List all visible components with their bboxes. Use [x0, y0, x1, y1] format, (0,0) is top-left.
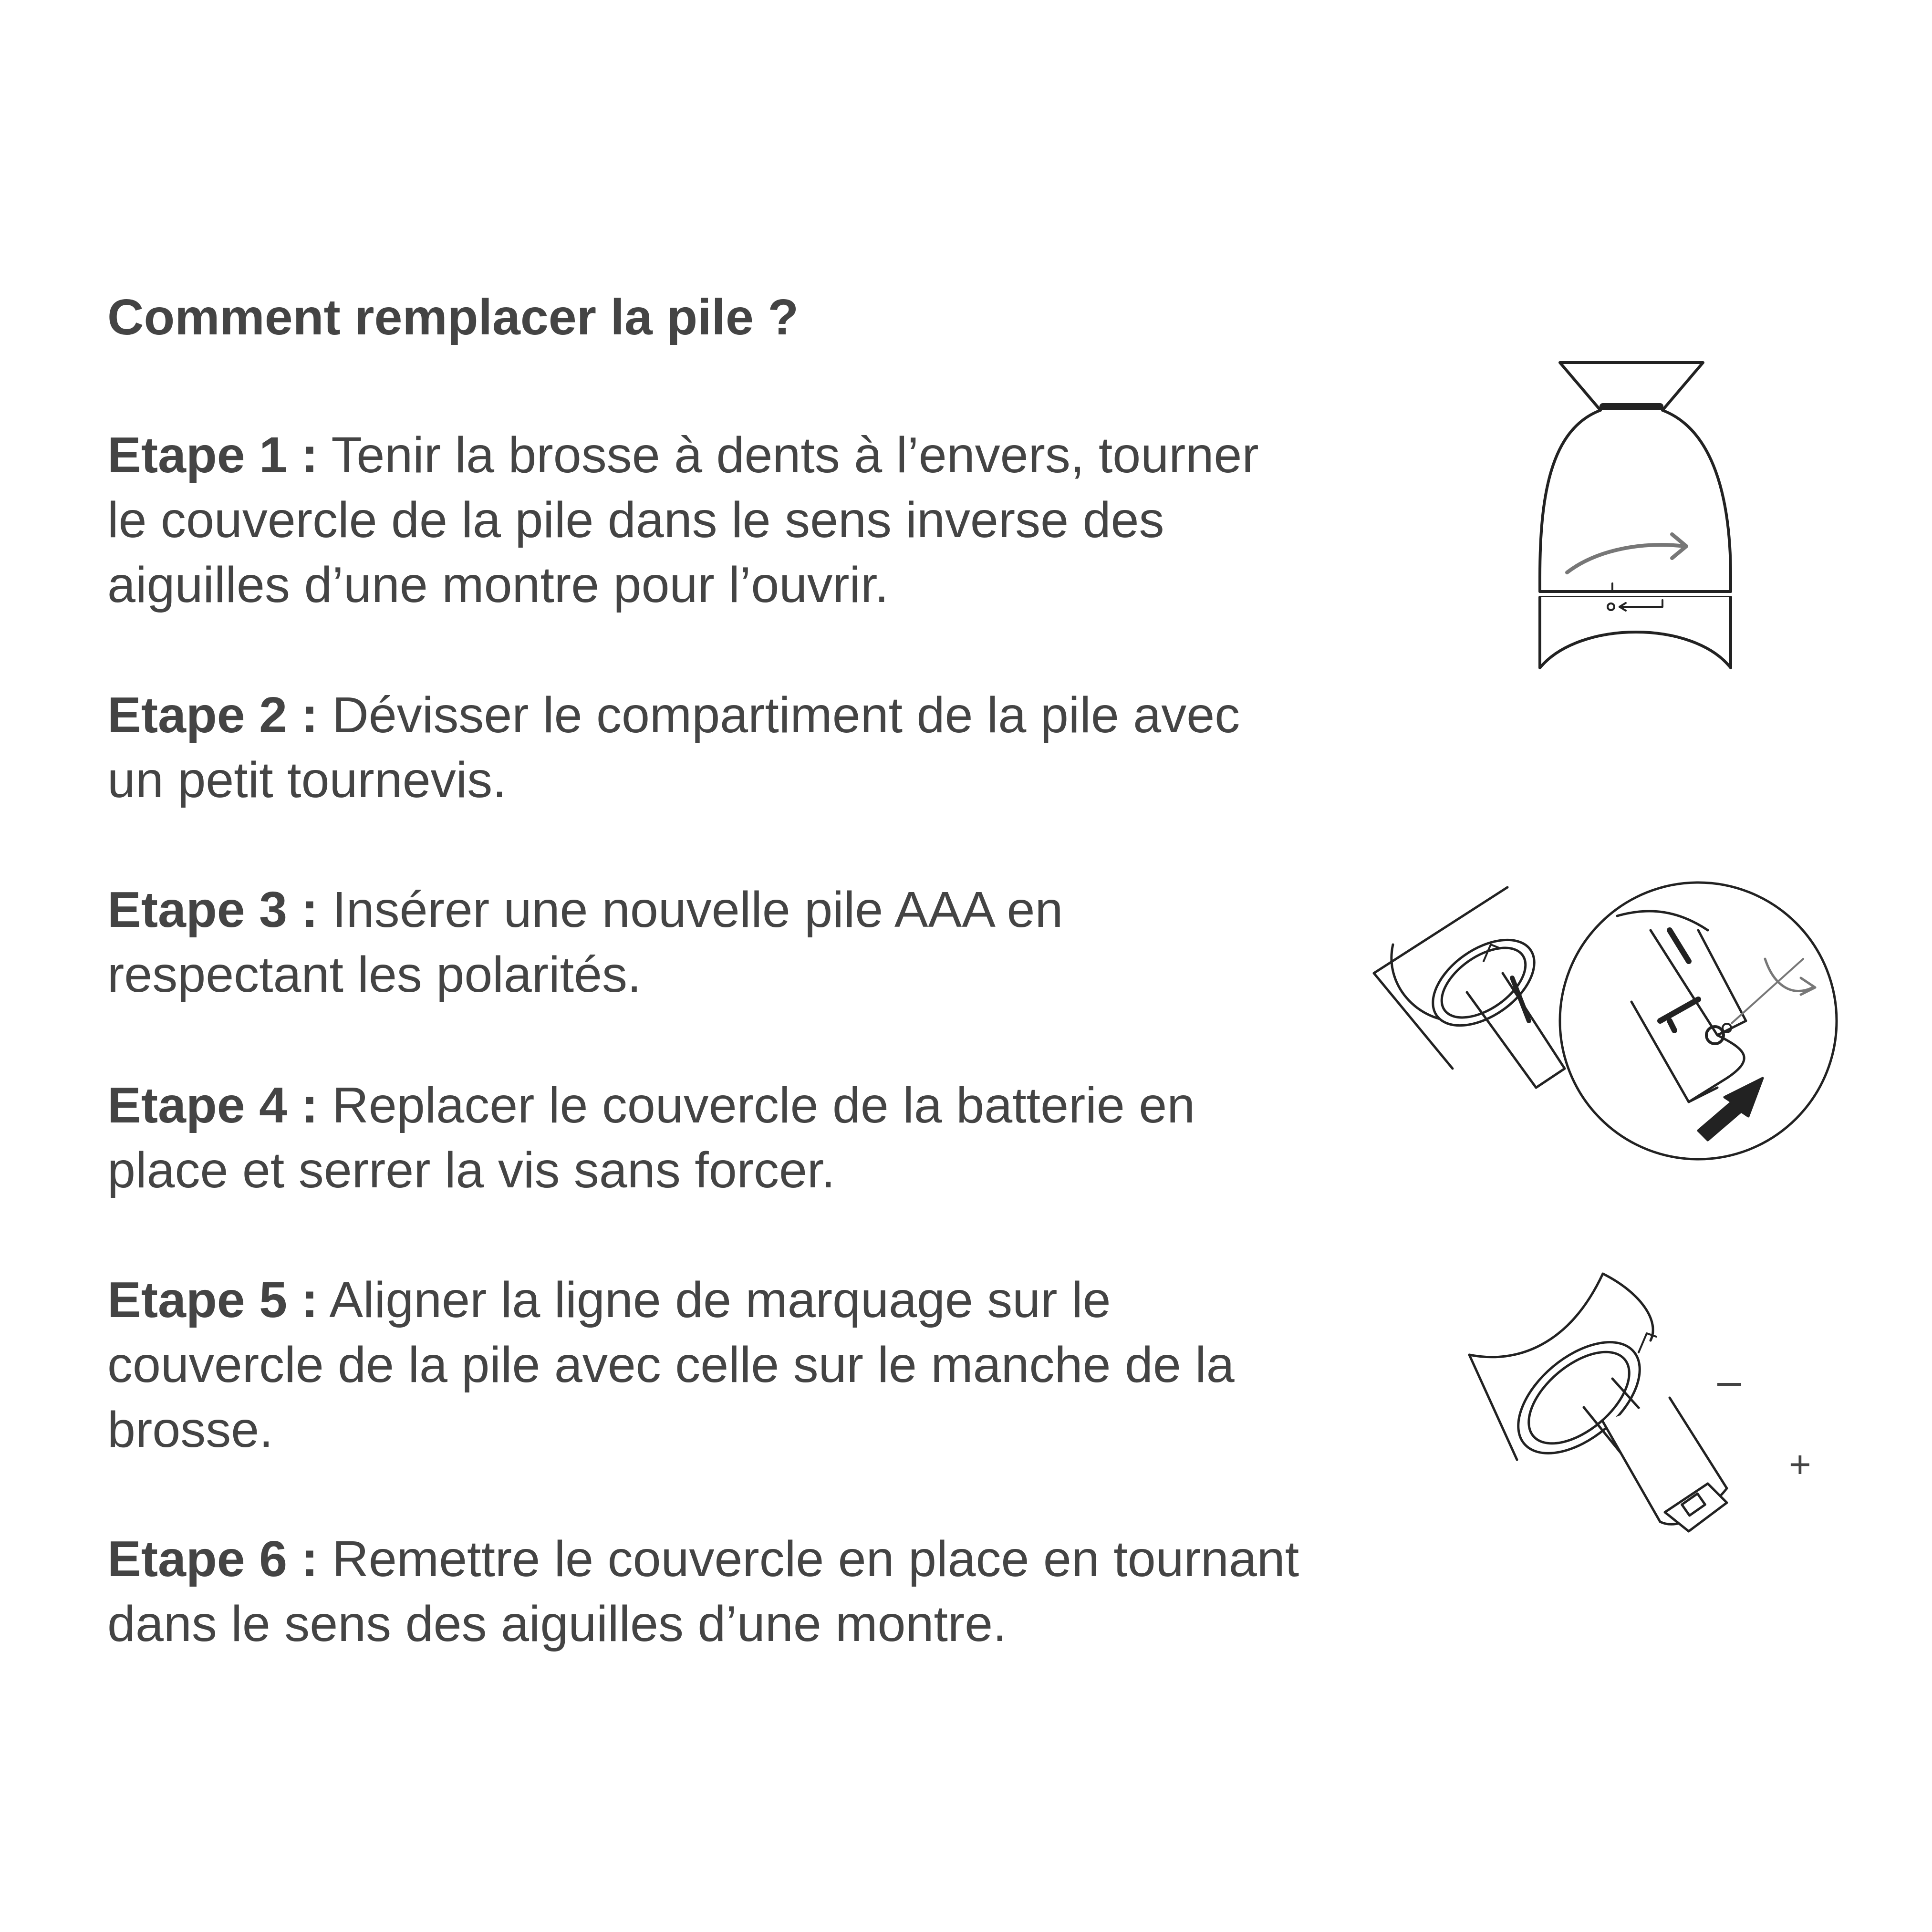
battery-insertion-icon — [1460, 1264, 1841, 1574]
screw-removal-zoom-icon — [1364, 878, 1841, 1164]
step-1 — [107, 423, 1395, 617]
step-5-label: Etape 5 : — [107, 1272, 318, 1328]
step-5-line-3: brosse. — [107, 1402, 273, 1458]
polarity-minus-label: – — [1717, 1357, 1742, 1405]
step-2-label: Etape 2 : — [107, 687, 318, 743]
step-5-line-2: couvercle de la pile avec celle sur le manche de la — [107, 1337, 1235, 1393]
step-6 — [107, 1527, 1395, 1656]
toothbrush-base-rotate-icon — [1517, 353, 1765, 677]
step-4-label: Etape 4 : — [107, 1077, 318, 1133]
step-2-line-1: Etape 2 : Dévisser le compartiment de la pile avec — [107, 687, 1240, 743]
step-3-line-2: respectant les polarités. — [107, 946, 642, 1003]
step-4-line-1: Etape 4 : Replacer le couvercle de la batterie en — [107, 1077, 1195, 1133]
step-1-line-3: aiguilles d’une montre pour l’ouvrir. — [107, 557, 889, 613]
polarity-plus-label: + — [1789, 1443, 1811, 1485]
step-4-line-2: place et serrer la vis sans forcer. — [107, 1142, 835, 1198]
page-title: Comment remplacer la pile ? — [107, 289, 799, 345]
step-2-line-2: un petit tournevis. — [107, 752, 507, 808]
step-1-line-2: le couvercle de la pile dans le sens inverse des — [107, 492, 1164, 548]
step-2 — [107, 683, 1395, 812]
step-5 — [107, 1267, 1395, 1462]
step-1-label: Etape 1 : — [107, 427, 318, 483]
step-6-line-2: dans le sens des aiguilles d’une montre. — [107, 1596, 1007, 1652]
step-3 — [107, 877, 1395, 1007]
step-6-line-1: Etape 6 : Remettre le couvercle en place en tournant — [107, 1531, 1299, 1587]
step-1-line-1: Etape 1 : Tenir la brosse à dents à l’envers, tourner — [107, 427, 1259, 483]
step-6-label: Etape 6 : — [107, 1531, 318, 1587]
step-5-line-1: Etape 5 : Aligner la ligne de marquage sur le — [107, 1272, 1111, 1328]
step-3-line-1: Etape 3 : Insérer une nouvelle pile AAA en — [107, 882, 1063, 938]
step-4 — [107, 1073, 1395, 1203]
step-3-label: Etape 3 : — [107, 882, 318, 938]
